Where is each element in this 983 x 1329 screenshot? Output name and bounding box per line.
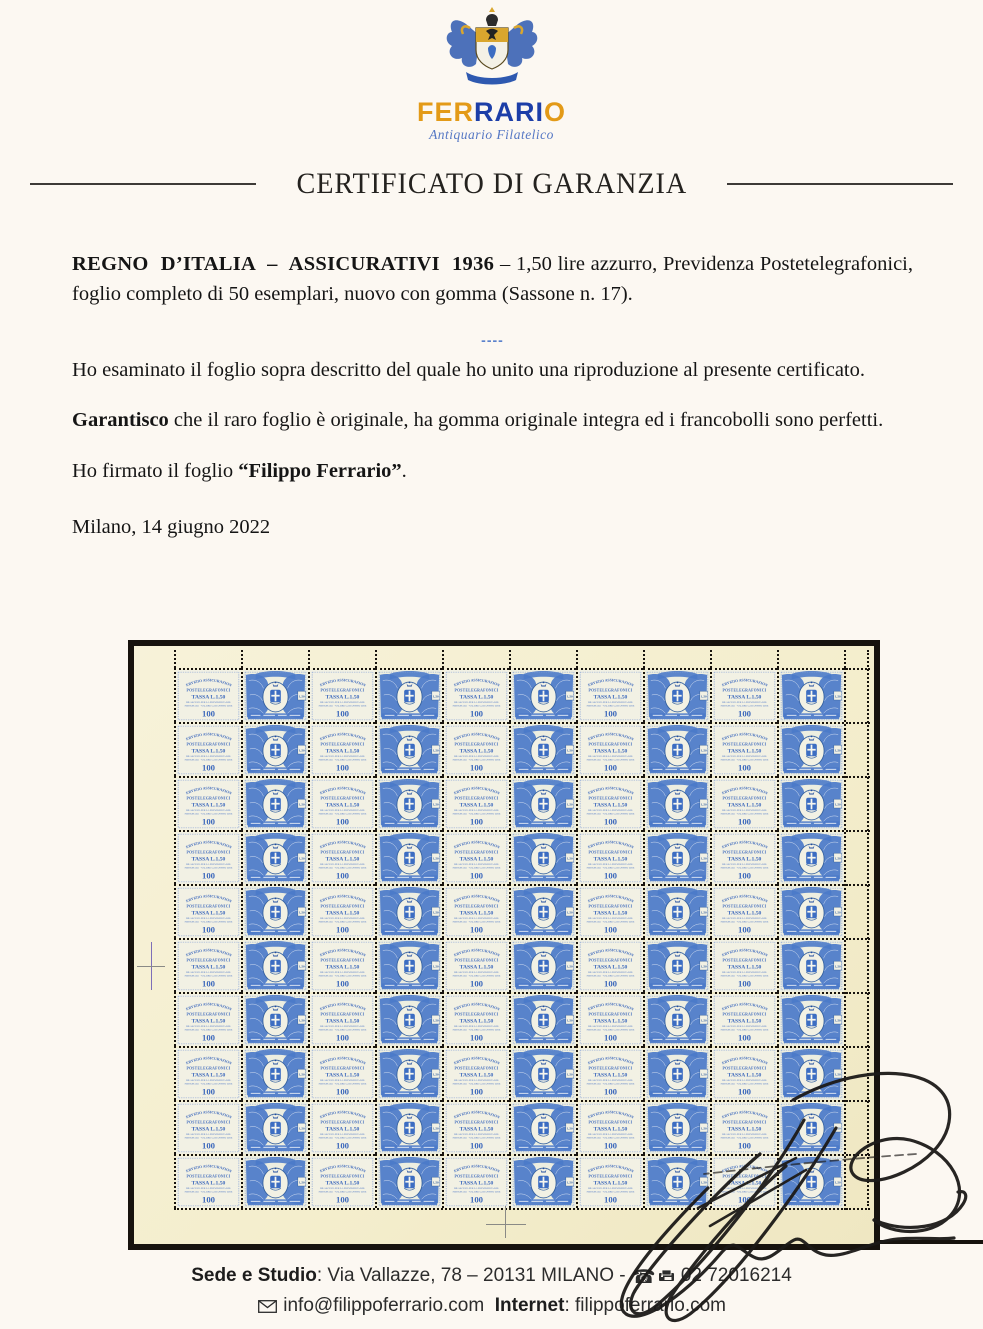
paragraph-signed [72,456,913,486]
stamp-pictorial-half [241,1100,308,1154]
stamp-text-half [442,830,509,884]
stamp-text-half [710,1154,777,1208]
stamp-text-half [174,776,241,830]
dateline: Milano, 14 giugno 2022 [72,516,271,539]
stamp-pictorial-half [777,992,844,1046]
paragraph-guarantee [72,405,913,435]
stamp-pictorial-half [375,722,442,776]
stamp-pictorial-half [777,776,844,830]
stamp-text-half [576,938,643,992]
stamp-text-half [174,1046,241,1100]
stamp-pictorial-half [375,1154,442,1208]
stamp-pictorial-half [777,884,844,938]
stamp-text-half [710,830,777,884]
stamp-pictorial-half [777,668,844,722]
brand-seg-o: O [543,97,566,127]
stamp-pictorial-half [241,830,308,884]
stamp-text-half [576,1100,643,1154]
paragraph-description [72,249,913,309]
fax-icon [658,1269,675,1283]
footer [0,1262,983,1320]
signed-post: . [401,459,407,482]
guarantee-bold: Garantisco [72,409,169,432]
brand-wordmark [0,98,983,126]
footer-internet-label: Internet [494,1294,565,1316]
stamp-text-half [174,668,241,722]
stamp-text-half [442,884,509,938]
stamp-pictorial-half [643,938,710,992]
stamp-pictorial-half [509,830,576,884]
stamp-text-half [576,1154,643,1208]
stamp-text-half [174,722,241,776]
phone-icon: ☎ [631,1266,656,1288]
stamp-text-half [174,1100,241,1154]
stamp-pictorial-half [375,884,442,938]
title-row [30,167,953,201]
stamp-pictorial-half [241,884,308,938]
stamp-pictorial-half [509,1100,576,1154]
photo-frame-edge [880,1240,983,1244]
stamp-text-half [174,1154,241,1208]
footer-email[interactable]: info@filippoferrario.com [283,1294,485,1316]
stamp-text-half [442,1046,509,1100]
footer-sede-label: Sede e Studio [191,1265,317,1286]
footer-address: : Via Vallazze, 78 – 20131 MILANO - [316,1265,631,1286]
stamp-text-half [710,938,777,992]
stamp-text-half [308,1154,375,1208]
stamp-text-half [442,1100,509,1154]
stamp-text-half [174,884,241,938]
stamp-text-half [308,992,375,1046]
stamp-text-half [576,992,643,1046]
stamp-text-half [576,668,643,722]
stamp-text-half [710,1100,777,1154]
stamp-text-half [308,776,375,830]
stamp-pictorial-half [509,1046,576,1100]
stamp-text-half [576,776,643,830]
stamp-pictorial-half [375,668,442,722]
stamp-pictorial-half [777,722,844,776]
guarantee-rest: che il raro foglio è originale, ha gomma originale integra ed i francobolli sono perfetti. [168,409,884,432]
stamp-text-half [442,668,509,722]
stamp-text-half [442,992,509,1046]
stamp-pictorial-half [643,722,710,776]
stamp-text-half [442,776,509,830]
stamp-text-half [174,830,241,884]
stamp-pictorial-half [375,1046,442,1100]
stamp-grid [174,668,846,1210]
stamp-text-half [442,722,509,776]
ferrario-crest-icon [436,6,548,98]
stamp-text-half [576,722,643,776]
stamp-pictorial-half [777,938,844,992]
signed-pre: Ho firmato il foglio [72,459,239,482]
stamp-text-half [710,992,777,1046]
stamp-text-half [308,668,375,722]
signed-name-bold: “Filippo Ferrario” [238,459,402,482]
stamp-pictorial-half [643,830,710,884]
stamp-pictorial-half [241,938,308,992]
title-rule-right [727,183,953,185]
description-bold: REGNO D’ITALIA – ASSICURATIVI 1936 [72,253,495,276]
perforation-right-edge [867,650,869,1206]
stamp-pictorial-half [241,668,308,722]
stamp-pictorial-half [643,884,710,938]
stamp-pictorial-half [643,1100,710,1154]
stamp-pictorial-half [509,1154,576,1208]
stamp-pictorial-half [777,830,844,884]
stamp-pictorial-half [509,938,576,992]
envelope-icon [258,1300,277,1313]
paragraph-examination: Ho esaminato il foglio sopra descritto del quale ho unito una riproduzione al presente certificato. [72,358,865,381]
title-rule-left [30,183,256,185]
stamp-text-half [308,884,375,938]
stamp-pictorial-half [241,776,308,830]
stamp-text-half [442,938,509,992]
stamp-pictorial-half [375,1100,442,1154]
footer-line-contacts [0,1292,983,1321]
footer-line-address [0,1262,983,1292]
stamp-text-half [710,722,777,776]
stamp-text-half [576,884,643,938]
stamp-pictorial-half [777,1046,844,1100]
stamp-pictorial-half [241,1046,308,1100]
stamp-pictorial-half [241,1154,308,1208]
stamp-text-half [710,884,777,938]
stamp-text-half [174,938,241,992]
stamp-pictorial-half [375,776,442,830]
header [0,0,983,143]
stamp-pictorial-half [509,992,576,1046]
stamp-text-half [710,1046,777,1100]
brand-tagline: Antiquario Filatelico [429,127,554,143]
brand-seg-fer: FER [416,97,474,127]
certificate-body [72,249,913,542]
stamp-pictorial-half [777,1100,844,1154]
stamp-text-half [308,722,375,776]
stamp-pictorial-half [509,668,576,722]
stamp-pictorial-half [375,830,442,884]
stamp-text-half [442,1154,509,1208]
stamp-text-half [308,1100,375,1154]
stamp-pictorial-half [643,1046,710,1100]
stamp-pictorial-half [643,776,710,830]
stamp-pictorial-half [643,992,710,1046]
brand-seg-rari: RARI [473,97,544,127]
stamp-pictorial-half [509,776,576,830]
blue-dash-divider: ---- [481,332,504,349]
stamp-text-half [308,830,375,884]
stamp-pictorial-half [643,668,710,722]
footer-website[interactable]: : filippoferrario.com [564,1294,726,1316]
stamp-text-half [576,1046,643,1100]
stamp-pictorial-half [375,992,442,1046]
footer-phone: 02 72016214 [680,1265,792,1286]
stamp-text-half [308,1046,375,1100]
stamp-pictorial-half [777,1154,844,1208]
stamp-pictorial-half [509,884,576,938]
stamp-pictorial-half [509,722,576,776]
stamp-text-half [174,992,241,1046]
stamp-pictorial-half [241,992,308,1046]
stamp-pictorial-half [643,1154,710,1208]
stamp-sheet-paper [134,646,874,1244]
description-rest: – 1,50 lire azzurro, Previdenza Postetelegrafonici, foglio completo di 50 esemplari, nuovo con gomma (Sassone n. 17). [72,253,913,306]
stamp-text-half [576,830,643,884]
stamp-text-half [308,938,375,992]
stamp-text-half [710,668,777,722]
stamp-sheet-photo [128,640,880,1250]
stamp-pictorial-half [241,722,308,776]
stamp-pictorial-half [375,938,442,992]
stamp-text-half [710,776,777,830]
page-title: CERTIFICATO DI GARANZIA [296,167,687,201]
